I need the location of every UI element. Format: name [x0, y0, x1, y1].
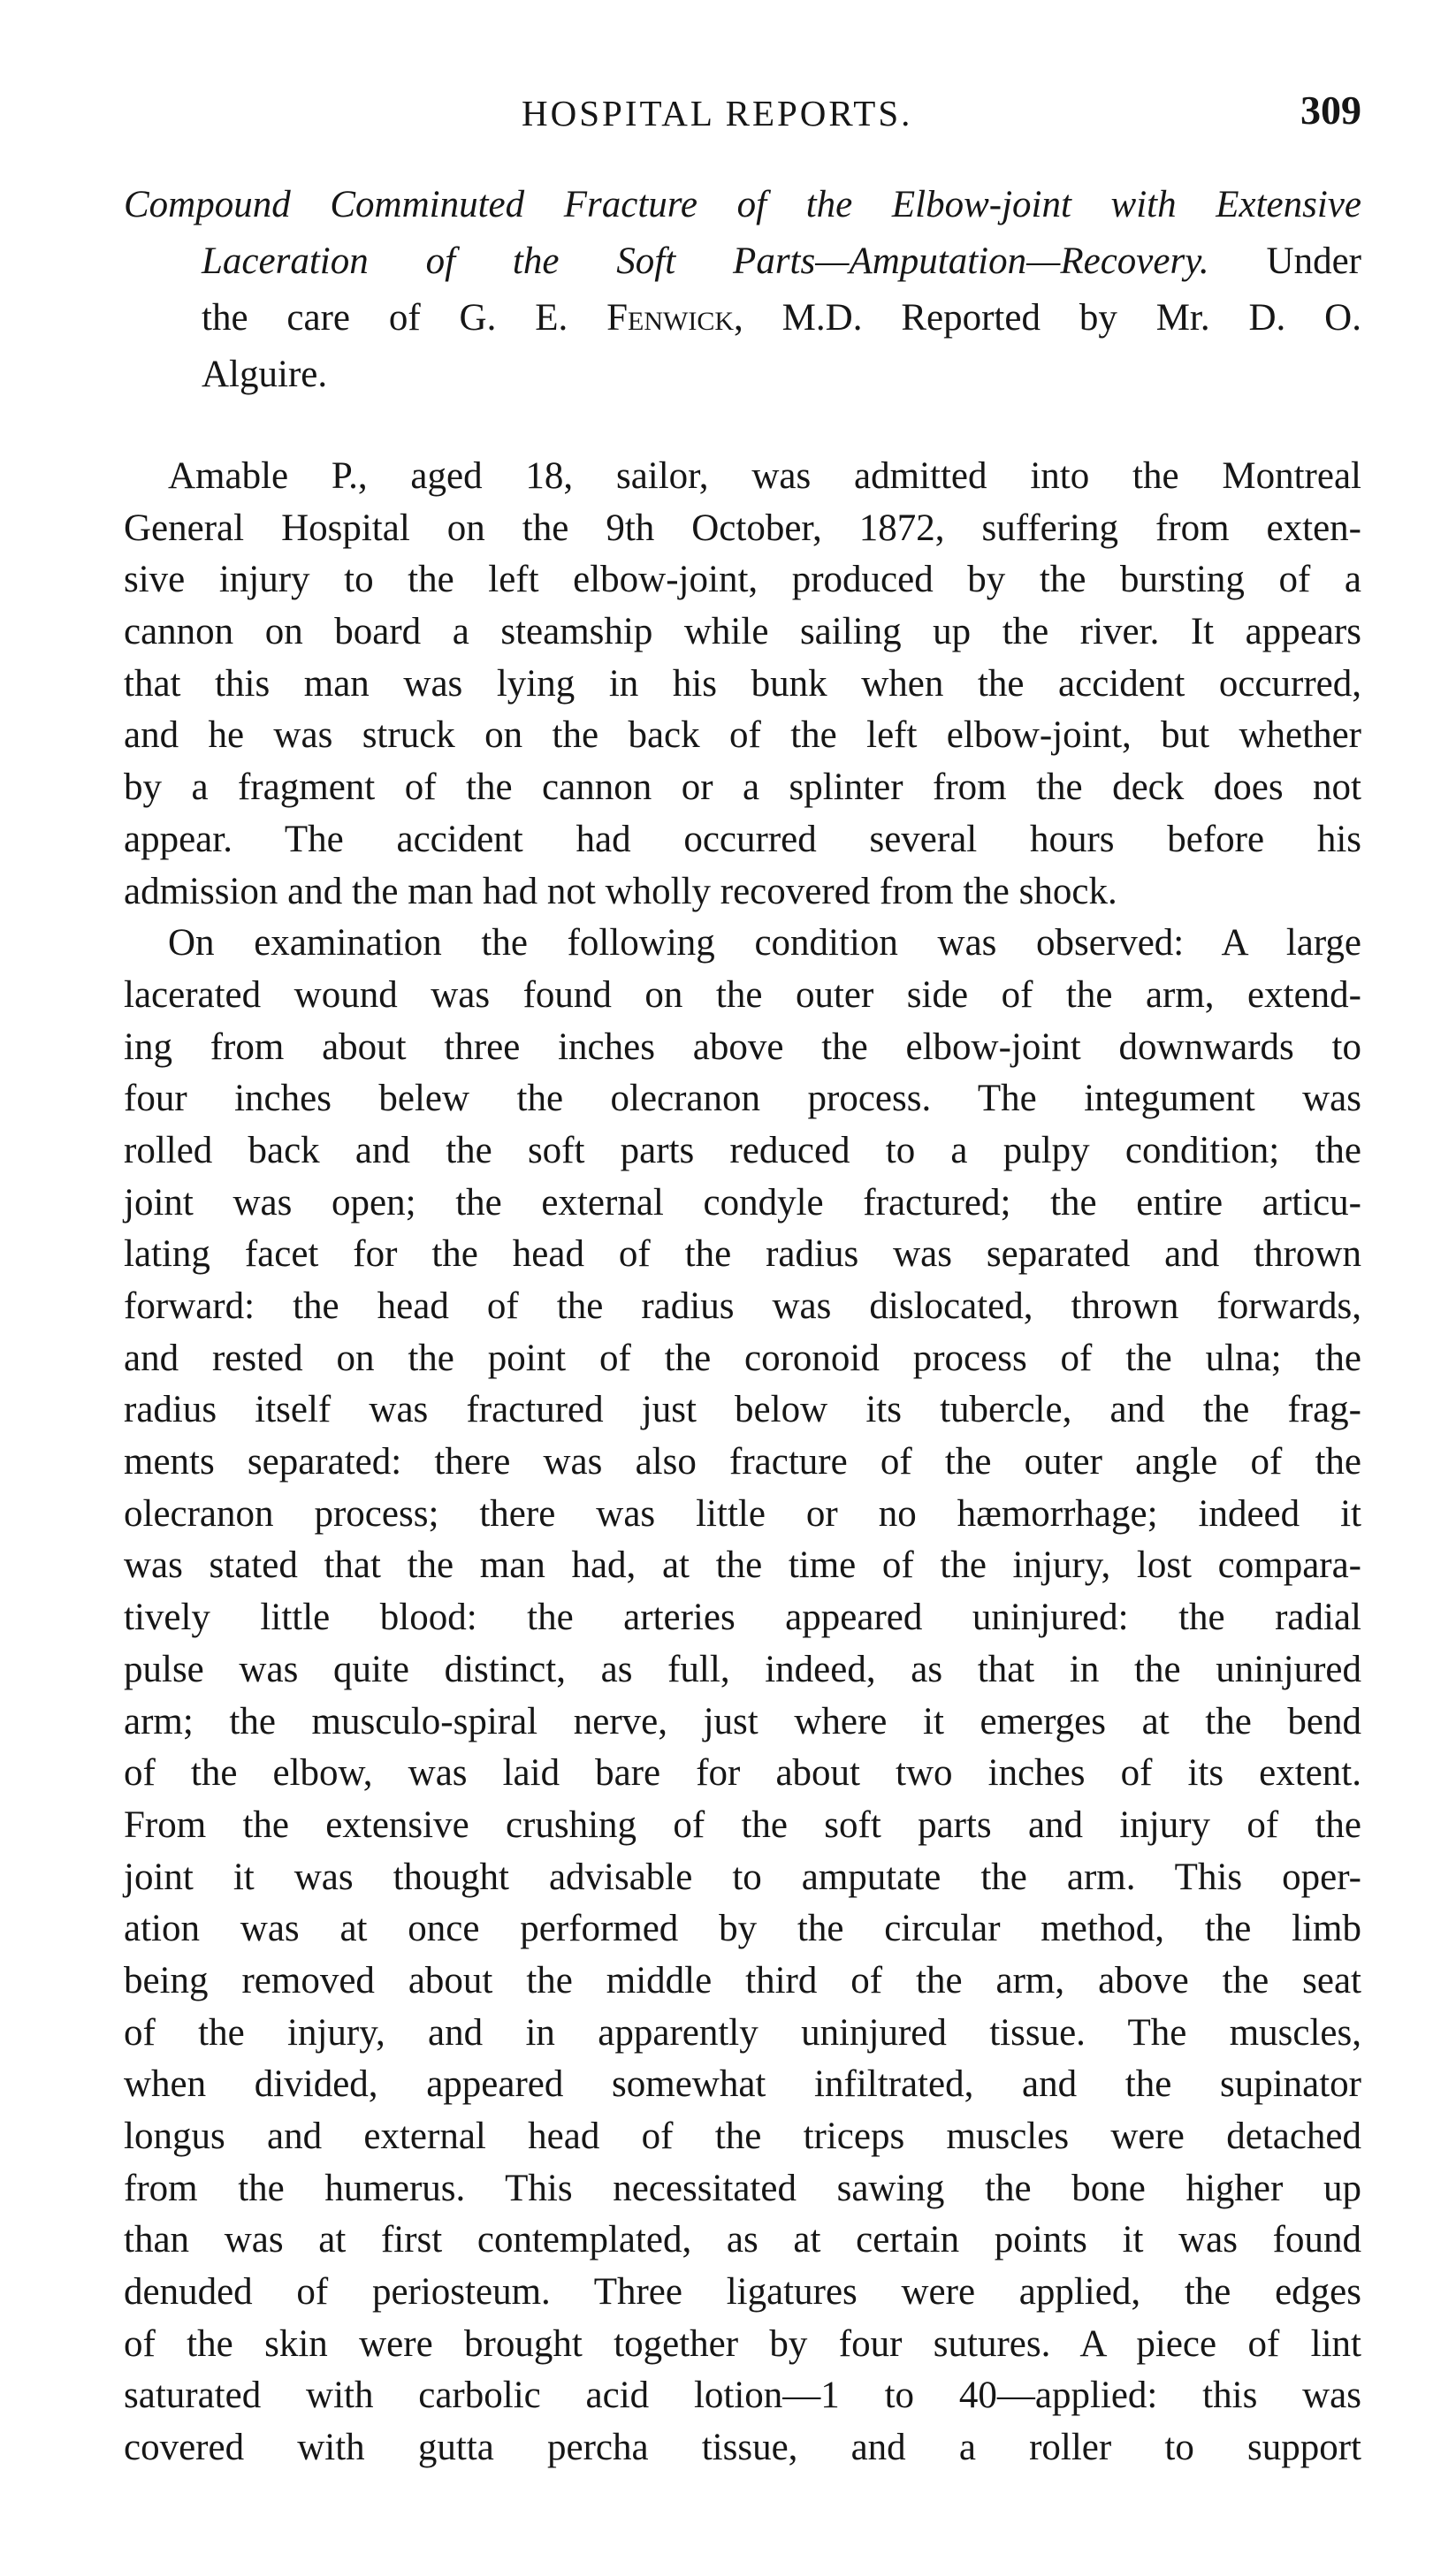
body-line: being removed about the middle third of the arm, above the seat: [124, 1959, 1361, 2001]
body-line: olecranon process; there was little or no hæmorrhage; indeed it: [124, 1492, 1361, 1535]
body-line: On examination the following condition was observed: A large: [168, 922, 1361, 964]
body-line: admission and the man had not wholly recovered from the shock.: [124, 870, 1117, 912]
body-line: joint was open; the external condyle fractured; the entire articu-: [124, 1181, 1361, 1224]
page-number: 309: [1300, 88, 1361, 133]
body-line: radius itself was fractured just below its tubercle, and the frag-: [124, 1389, 1361, 1431]
body-line: rolled back and the soft parts reduced to a pulpy condition; the: [124, 1129, 1361, 1171]
title-line-1: Compound Comminuted Fracture of the Elbow-joint with Extensive: [124, 184, 1361, 225]
body-line: lacerated wound was found on the outer side of the arm, extend-: [124, 973, 1361, 1016]
title-line-2-italic: Laceration of the Soft Parts—Amputation—Recovery.: [202, 240, 1209, 282]
body-line: and he was struck on the back of the left elbow-joint, but whether: [124, 714, 1361, 757]
body-line: than was at first contemplated, as at certain points it was found: [124, 2219, 1361, 2261]
body-line: arm; the musculo-spiral nerve, just where it emerges at the bend: [124, 1700, 1361, 1742]
body-line: by a fragment of the cannon or a splinter from the deck does not: [124, 766, 1361, 809]
body-line: tively little blood: the arteries appeared uninjured: the radial: [124, 1597, 1361, 1639]
body-line: sive injury to the left elbow-joint, produced by the bursting of a: [124, 559, 1361, 601]
body-line: of the skin were brought together by four sutures. A piece of lint: [124, 2322, 1361, 2365]
body-line: forward: the head of the radius was dislocated, thrown forwards,: [124, 1285, 1361, 1327]
body-line: joint it was thought advisable to amputate the arm. This oper-: [124, 1856, 1361, 1898]
body-line: Amable P., aged 18, sailor, was admitted into the Montreal: [168, 455, 1361, 497]
body-line: lating facet for the head of the radius was separated and thrown: [124, 1233, 1361, 1276]
body-text: [124, 451, 1361, 2474]
running-title: HOSPITAL REPORTS.: [522, 93, 913, 133]
title-line-2: [202, 233, 1361, 290]
title-line-2-rest: Under: [1208, 240, 1361, 282]
body-line: denuded of periosteum. Three ligatures were applied, the edges: [124, 2271, 1361, 2314]
body-line: appear. The accident had occurred several hours before his: [124, 818, 1361, 860]
title-line-3: [202, 290, 1361, 347]
author-name: Fenwick: [606, 297, 735, 339]
body-line: ing from about three inches above the elbow-joint downwards to: [124, 1025, 1361, 1068]
body-line: From the extensive crushing of the soft parts and injury of the: [124, 1803, 1361, 1846]
title-line-4: Alguire.: [202, 354, 328, 395]
body-line: of the injury, and in apparently uninjured tissue. The muscles,: [124, 2011, 1361, 2054]
title-line-3-a: the care of G. E.: [202, 297, 607, 339]
body-line: four inches belew the olecranon process. The integument was: [124, 1078, 1361, 1120]
article-title: [124, 177, 1361, 403]
body-line: ments separated: there was also fracture of the outer angle of the: [124, 1441, 1361, 1483]
body-line: and rested on the point of the coronoid process of the ulna; the: [124, 1337, 1361, 1379]
body-line: General Hospital on the 9th October, 1872, suffering from exten-: [124, 507, 1361, 549]
body-line: of the elbow, was laid bare for about two inches of its extent.: [124, 1752, 1361, 1795]
body-line: when divided, appeared somewhat infiltrated, and the supinator: [124, 2063, 1361, 2106]
body-line: pulse was quite distinct, as full, indeed, as that in the uninjured: [124, 1648, 1361, 1690]
body-line: covered with gutta percha tissue, and a roller to support: [124, 2427, 1361, 2469]
body-line: saturated with carbolic acid lotion—1 to 40—applied: this was: [124, 2375, 1361, 2417]
running-head: [124, 85, 1361, 138]
title-line-3-b: , M.D. Reported by Mr. D. O.: [734, 297, 1361, 339]
body-line: ation was at once performed by the circular method, the limb: [124, 1908, 1361, 1950]
body-line: from the humerus. This necessitated sawing the bone higher up: [124, 2167, 1361, 2209]
body-line: cannon on board a steamship while sailing up the river. It appears: [124, 611, 1361, 653]
body-line: was stated that the man had, at the time of the injury, lost compara-: [124, 1544, 1361, 1587]
body-line: that this man was lying in his bunk when the accident occurred,: [124, 662, 1361, 705]
body-line: longus and external head of the triceps muscles were detached: [124, 2116, 1361, 2157]
